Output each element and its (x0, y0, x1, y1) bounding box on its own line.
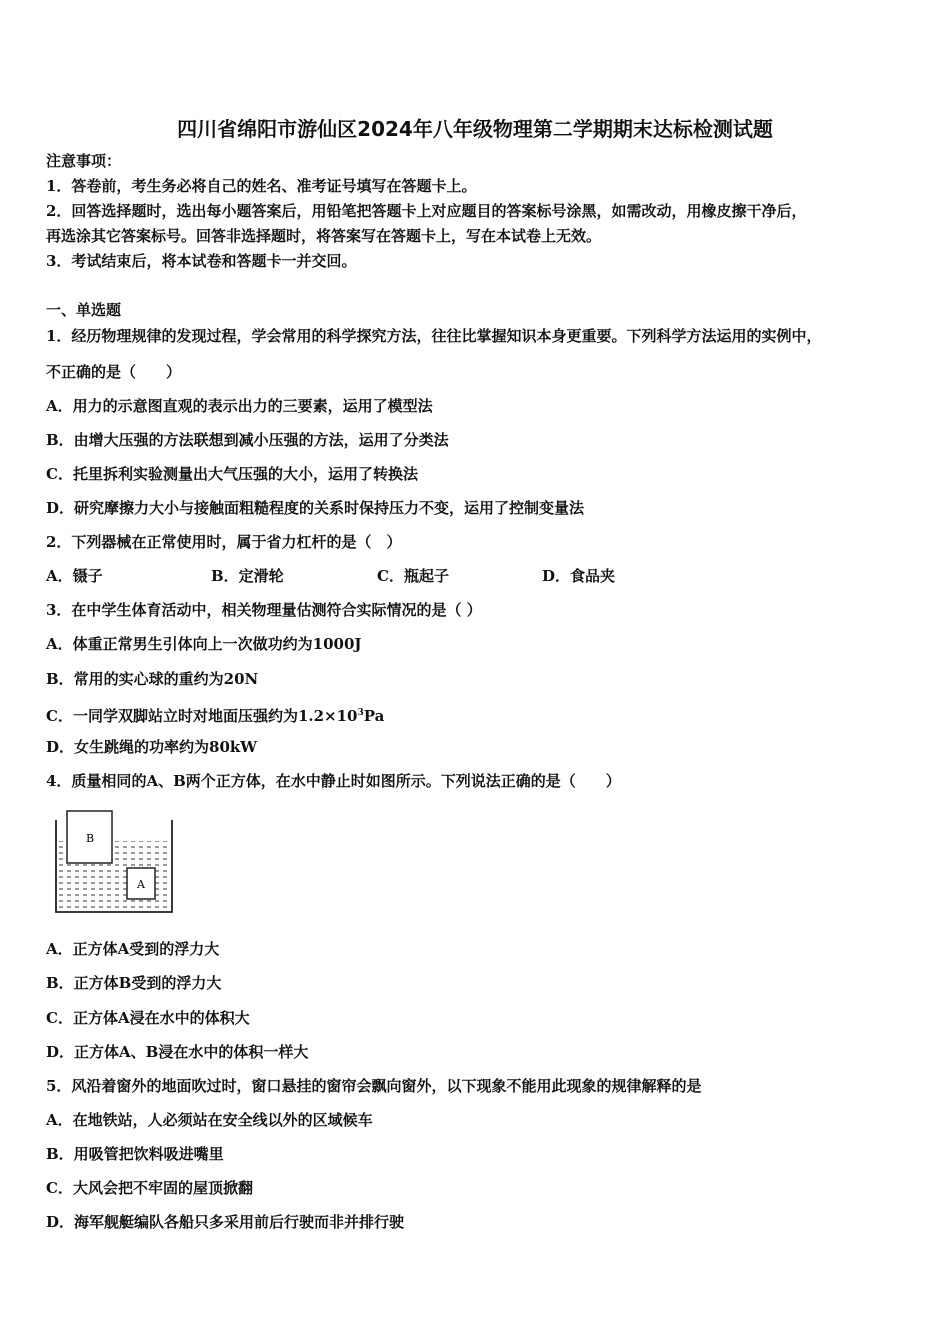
q2-stem: 2．下列器械在正常使用时，属于省力杠杆的是（ ） (46, 533, 402, 551)
q1-stem-a: 1．经历物理规律的发现过程，学会常用的科学探究方法，往往比掌握知识本身更重要。下列科学方法运用的实例中， (46, 327, 822, 345)
q5-option-d: D．海军舰艇编队各船只多采用前后行驶而非并排行驶 (46, 1213, 405, 1231)
q3-stem: 3．在中学生体育活动中，相关物理量估测符合实际情况的是（ ） (46, 601, 482, 619)
section-heading: 一、单选题 (46, 301, 122, 319)
q4-option-b: B．正方体B受到的浮力大 (46, 974, 222, 992)
q3-option-c-unit: Pa (363, 707, 385, 725)
q3-option-c-exponent: 3 (357, 708, 364, 718)
q2-option-a: A．镊子 (46, 567, 103, 585)
cube-b-label: B (85, 832, 95, 845)
q3-option-b: B．常用的实心球的重约为20N (46, 670, 259, 688)
q5-option-a: A．在地铁站，人必须站在安全线以外的区域候车 (46, 1111, 373, 1129)
notice-item-1: 1．答卷前，考生务必将自己的姓名、准考证号填写在答题卡上。 (46, 177, 477, 195)
notice-item-2b: 再选涂其它答案标号。回答非选择题时，将答案写在答题卡上，写在本试卷上无效。 (46, 227, 602, 245)
q4-option-c: C．正方体A浸在水中的体积大 (46, 1009, 250, 1027)
q1-option-d: D．研究摩擦力大小与接触面粗糙程度的关系时保持压力不变，运用了控制变量法 (46, 499, 585, 517)
q4-option-a: A．正方体A受到的浮力大 (46, 940, 220, 958)
q2-option-d: D．食品夹 (542, 567, 616, 585)
q4-option-d: D．正方体A、B浸在水中的体积一样大 (46, 1043, 309, 1061)
q3-option-c (46, 703, 384, 726)
q5-stem: 5．风沿着窗外的地面吹过时，窗口悬挂的窗帘会飘向窗外，以下现象不能用此现象的规律解释的是 (46, 1077, 702, 1095)
q2-option-c: C．瓶起子 (377, 567, 449, 585)
q3-option-c-text: C．一同学双脚站立时对地面压强约为1.2×10 (46, 707, 358, 725)
q4-figure (50, 808, 180, 918)
q3-option-d: D．女生跳绳的功率约为80kW (46, 738, 258, 756)
notice-item-3: 3．考试结束后，将本试卷和答题卡一并交回。 (46, 252, 357, 270)
q5-option-b: B．用吸管把饮料吸进嘴里 (46, 1145, 224, 1163)
notice-item-2a: 2．回答选择题时，选出每小题答案后，用铅笔把答题卡上对应题目的答案标号涂黑，如需改动，用橡皮擦干净后， (46, 202, 807, 220)
q1-option-b: B．由增大压强的方法联想到减小压强的方法，运用了分类法 (46, 431, 449, 449)
q1-option-c: C．托里拆利实验测量出大气压强的大小，运用了转换法 (46, 465, 418, 483)
q3-option-a: A．体重正常男生引体向上一次做功约为1000J (46, 635, 362, 653)
page-title: 四川省绵阳市游仙区2024年八年级物理第二学期期末达标检测试题 (177, 117, 773, 141)
q1-option-a: A．用力的示意图直观的表示出力的三要素，运用了模型法 (46, 397, 433, 415)
q2-option-b: B．定滑轮 (211, 567, 284, 585)
q4-stem: 4．质量相同的A、B两个正方体，在水中静止时如图所示。下列说法正确的是（ ） (46, 772, 621, 790)
q1-stem-b: 不正确的是（ ） (46, 363, 182, 381)
cube-a-label: A (137, 878, 145, 891)
q5-option-c: C．大风会把不牢固的屋顶掀翻 (46, 1179, 253, 1197)
notice-heading: 注意事项： (46, 152, 122, 170)
